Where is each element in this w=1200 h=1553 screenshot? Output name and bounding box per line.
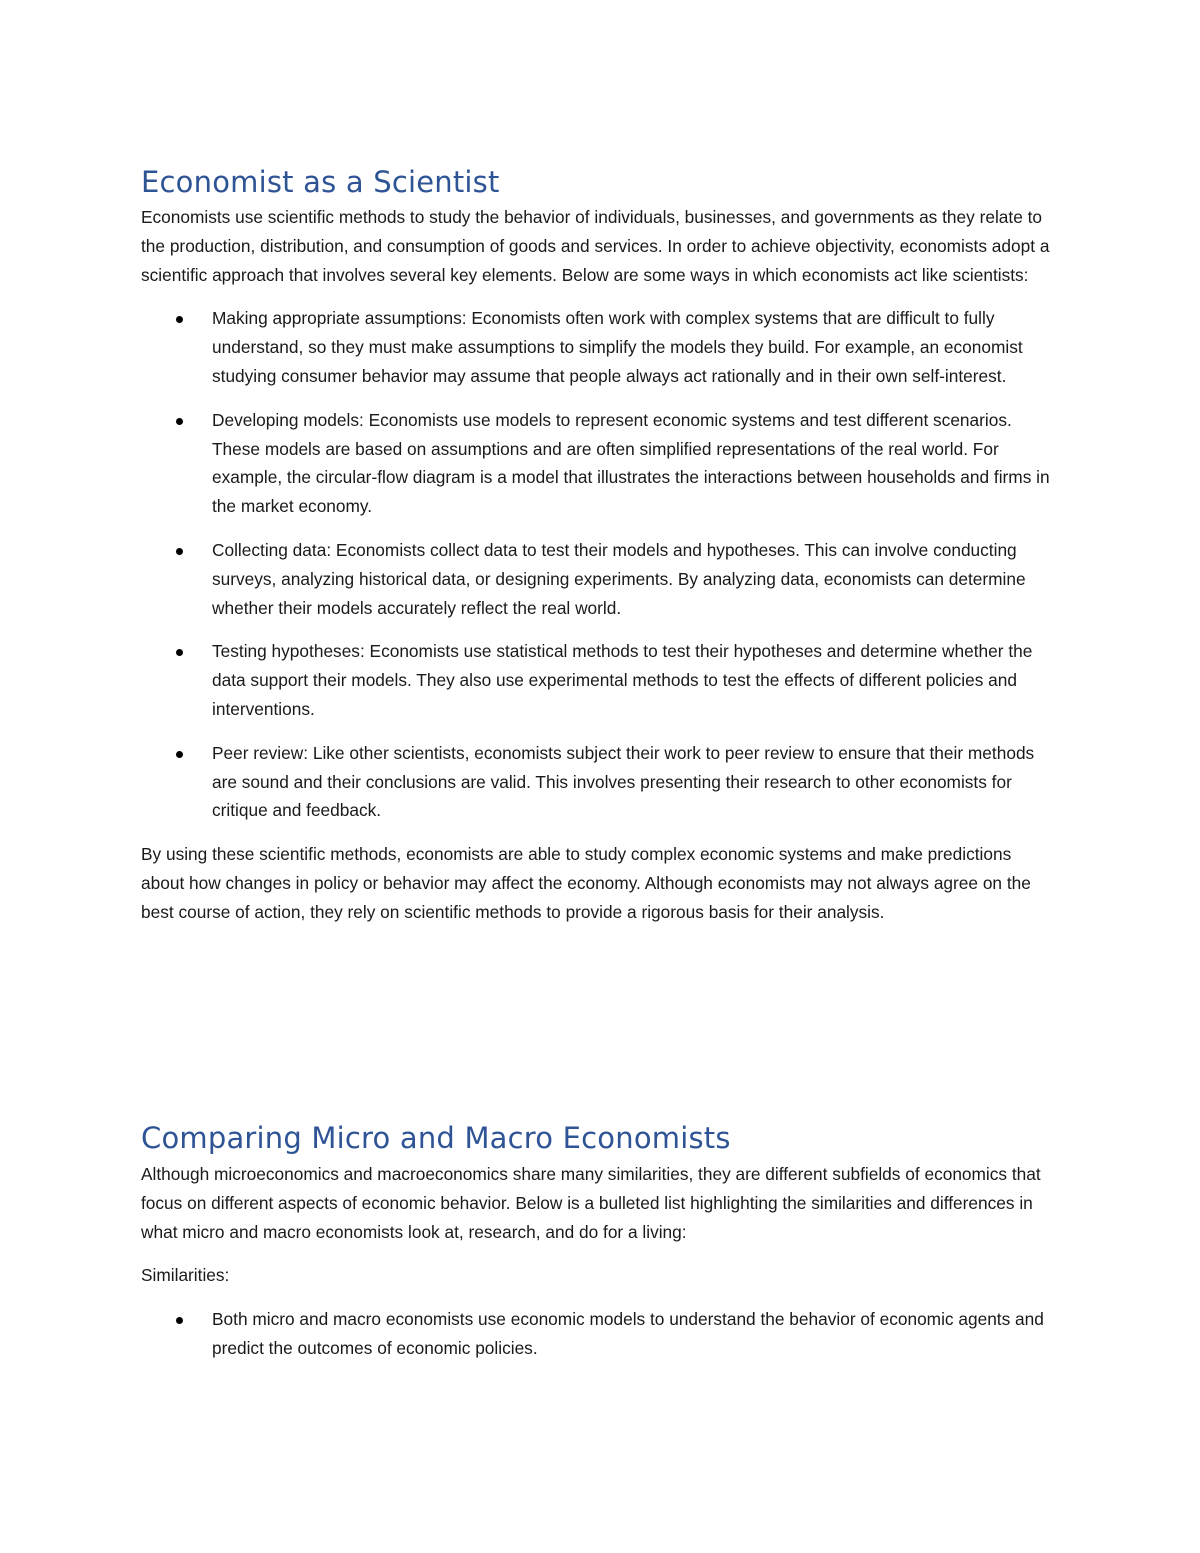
list-item bbox=[141, 1305, 1059, 1363]
list-item-text: Making appropriate assumptions: Economists often work with complex systems that are difficult to fully understand, so they must make assumptions to simplify the models they build. For example, an economist studying consumer behavior may assume that people always act rationally and in their own self-interest. bbox=[212, 308, 1023, 386]
list-item bbox=[141, 536, 1059, 622]
list-item-text: Developing models: Economists use models to represent economic systems and test different scenarios. These models are based on assumptions and are often simplified representations of the real world. For example, the circular-flow diagram is a model that illustrates the interactions between households and firms in the market economy. bbox=[212, 409, 1050, 517]
intro-paragraph: Although microeconomics and macroeconomics share many similarities, they are different subfields of economics that focus on different aspects of economic behavior. Below is a bulleted list highlighting the similarities and differences in what micro and macro economists look at, research, and do for a living: bbox=[141, 1164, 1041, 1242]
section-heading-economist-as-scientist: Economist as a Scientist bbox=[141, 165, 500, 199]
list-item-text: Collecting data: Economists collect data to test their models and hypotheses. This can involve conducting surveys, analyzing historical data, or designing experiments. By analyzing data, economists can determine whether their models accurately reflect the real world. bbox=[212, 539, 1026, 618]
bullet-icon bbox=[176, 548, 183, 555]
bullet-list bbox=[141, 1305, 1059, 1363]
list-item bbox=[141, 739, 1059, 825]
list-item-text: Both micro and macro economists use economic models to understand the behavior of economic agents and predict the outcomes of economic policies. bbox=[212, 1309, 1044, 1358]
intro-paragraph: Economists use scientific methods to study the behavior of individuals, businesses, and governments as they relate to the production, distribution, and consumption of goods and services. In order to achieve objectivity, economists adopt a scientific approach that involves several key elements. Below are some ways in which economists act like scientists: bbox=[141, 207, 1050, 285]
list-item bbox=[141, 304, 1059, 390]
list-item-text: Testing hypotheses: Economists use statistical methods to test their hypotheses and determine whether the data support their models. They also use experimental methods to test the effects of different policies and interventions. bbox=[212, 641, 1033, 719]
bullet-icon bbox=[176, 316, 183, 323]
similarities-label: Similarities: bbox=[141, 1265, 230, 1286]
section-heading-micro-macro: Comparing Micro and Macro Economists bbox=[141, 1121, 731, 1155]
section-body-economist-as-scientist bbox=[141, 203, 1059, 927]
bullet-icon bbox=[176, 418, 183, 425]
list-item-text: Peer review: Like other scientists, economists subject their work to peer review to ensure that their methods are sound and their conclusions are valid. This involves presenting their research to other economists for critique and feedback. bbox=[212, 742, 1035, 821]
list-item bbox=[141, 406, 1059, 521]
bullet-icon bbox=[176, 751, 183, 758]
bullet-icon bbox=[176, 649, 183, 656]
bullet-icon bbox=[176, 1317, 183, 1324]
section-body-micro-macro bbox=[141, 1160, 1059, 1363]
list-item bbox=[141, 637, 1059, 723]
conclusion-paragraph: By using these scientific methods, economists are able to study complex economic systems and make predictions about how changes in policy or behavior may affect the economy. Although economists may not always agree on the best course of action, they rely on scientific methods to provide a rigorous basis for their analysis. bbox=[141, 844, 1031, 922]
bullet-list bbox=[141, 304, 1059, 825]
